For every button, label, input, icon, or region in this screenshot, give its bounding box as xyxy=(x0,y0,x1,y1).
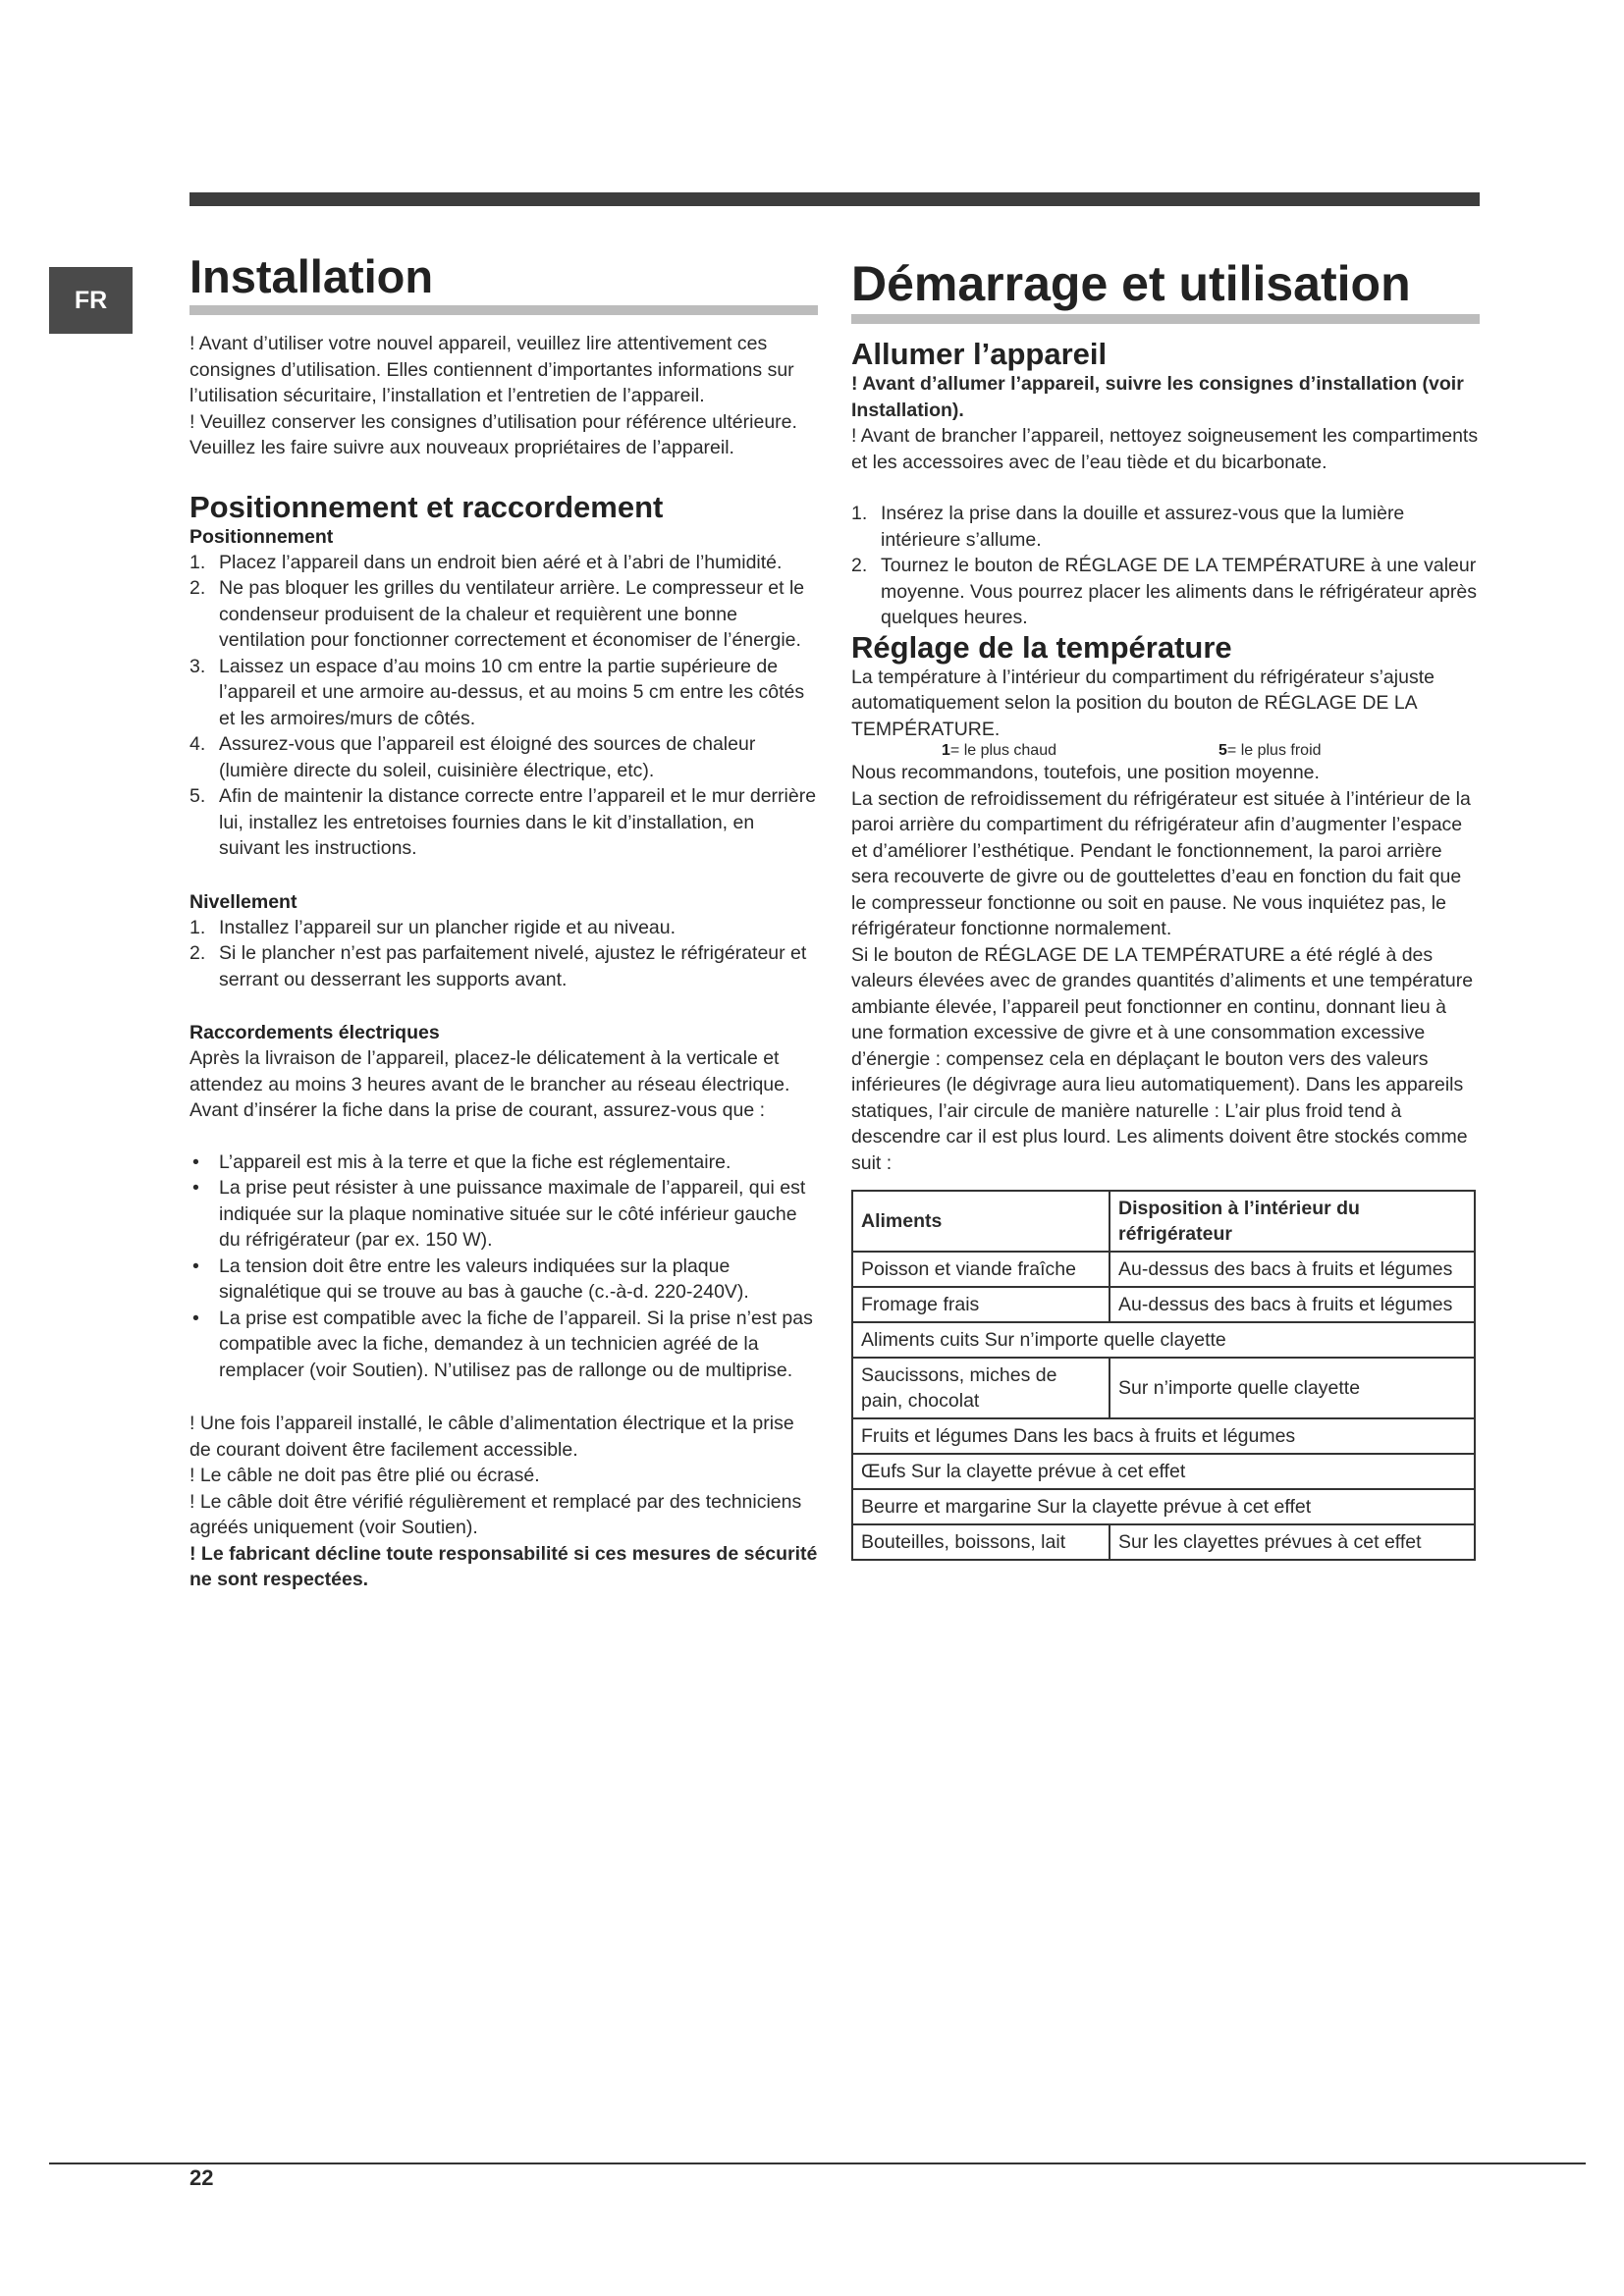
table-row xyxy=(852,1489,1475,1524)
positioning-subtitle: Positionnement xyxy=(189,525,334,548)
temperature-paragraph: La température à l’intérieur du compartiment du réfrigérateur s’ajuste automatiquement selon la position du bouton de RÉGLAGE DE LA TEMPÉRATURE. xyxy=(851,666,1435,740)
table-cell: Fromage frais xyxy=(852,1287,1110,1322)
table-cell: Aliments cuits Sur n’importe quelle clayette xyxy=(852,1322,1475,1358)
title-rule xyxy=(851,314,1480,324)
warning: ! Une fois l’appareil installé, le câble d’alimentation électrique et la prise de courant doivent être facilement accessible. xyxy=(189,1413,794,1461)
startup-column xyxy=(851,236,1480,1561)
bullet-item: • La prise peut résister à une puissance maximale de l’appareil, qui est indiquée sur la plaque nominative située sur le côté inférieur gauche du réfrigérateur (par ex. 150 W). xyxy=(189,1175,818,1254)
table-row xyxy=(852,1287,1475,1322)
language-tab: FR xyxy=(49,267,133,334)
installation-title: Installation xyxy=(189,250,434,302)
switch-on-warning: ! Avant d’allumer l’appareil, suivre les consignes d’installation (voir Installation). xyxy=(851,373,1464,421)
table-cell: Sur n’importe quelle clayette xyxy=(1110,1358,1475,1418)
top-bar xyxy=(189,192,1480,206)
table-header-row xyxy=(852,1191,1475,1252)
list-item: 2. Ne pas bloquer les grilles du ventilateur arrière. Le compresseur et le condenseur produisent de la chaleur et requièrent une bonne ventilation pour fonctionner correctement et économiser de l’énergie. xyxy=(189,577,805,651)
list-item: 1. Installez l’appareil sur un plancher rigide et au niveau. xyxy=(189,916,677,938)
electrical-intro: Après la livraison de l’appareil, placez-le délicatement à la verticale et attendez au moins 3 heures avant de le brancher au réseau électrique. Avant d’insérer la fiche dans la prise de courant, assurez-vous que : xyxy=(189,1047,790,1121)
intro-paragraph: Veuillez les faire suivre aux nouveaux propriétaires de l’appareil. xyxy=(189,437,734,458)
table-row xyxy=(852,1454,1475,1489)
list-item: 1. Placez l’appareil dans un endroit bien aéré et à l’abri de l’humidité. xyxy=(189,551,783,573)
table-cell: Poisson et viande fraîche xyxy=(852,1252,1110,1287)
title-rule xyxy=(189,305,818,315)
list-item: 5. Afin de maintenir la distance correcte entre l’appareil et le mur derrière lui, installez les entretoises fournies dans le kit d’installation, en suivant les instructions. xyxy=(189,785,817,859)
positioning-list xyxy=(189,550,818,862)
warnings xyxy=(189,1411,818,1593)
table-row xyxy=(852,1252,1475,1287)
temperature-paragraph: Si le bouton de RÉGLAGE DE LA TEMPÉRATURE a été réglé à des valeurs élevées avec de grandes quantités d’aliments et une température ambiante élevée, l’appareil peut fonctionner en continu, donnant lieu à une formation excessive de givre et à une consommation excessive d’énergie : compensez cela en déplaçant le bouton vers des valeurs inférieures (le dégivrage aura lieu automatiquement). Dans les appareils statiques, l’air circule de manière naturelle : L’air plus froid tend à descendre car il est plus lourd. Les aliments doivent être stockés comme suit : xyxy=(851,943,1474,1174)
bullet-item: • L’appareil est mis à la terre et que la fiche est réglementaire. xyxy=(189,1149,818,1176)
page-number: 22 xyxy=(189,2165,214,2190)
warning: ! Le câble doit être vérifié régulièrement et remplacé par des techniciens agréés uniquement (voir Soutien). xyxy=(189,1490,802,1538)
switch-on-list xyxy=(851,501,1480,631)
list-item: 4. Assurez-vous que l’appareil est éloigné des sources de chaleur (lumière directe du soleil, cuisinière électrique, etc). xyxy=(189,733,756,781)
bullet-item: • La tension doit être entre les valeurs indiquées sur la plaque signalétique qui se trouve au bas à gauche (c.-à-d. 220-240V). xyxy=(189,1254,818,1306)
list-item: 2. Si le plancher n’est pas parfaitement nivelé, ajustez le réfrigérateur et serrant ou desserrant les supports avant. xyxy=(189,942,807,990)
table-row xyxy=(852,1524,1475,1560)
temperature-paragraph: La section de refroidissement du réfrigérateur est située à l’intérieur de la paroi arrière du compartiment du réfrigérateur afin d’augmenter l’espace et d’améliorer l’esthétique. Pendant le fonctionnement, la paroi arrière sera recouverte de givre ou de gouttelettes d’eau en fonction du fait que le compresseur fonctionne ou soit en pause. Ne vous inquiétez pas, le réfrigérateur fonctionne normalement. xyxy=(851,787,1471,939)
startup-title: Démarrage et utilisation xyxy=(851,256,1411,311)
table-row xyxy=(852,1358,1475,1418)
table-cell: Au-dessus des bacs à fruits et légumes xyxy=(1110,1252,1475,1287)
list-item: 1. Insérez la prise dans la douille et assurez-vous que la lumière intérieure s’allume. xyxy=(851,503,1405,551)
bullet-item: • La prise est compatible avec la fiche de l’appareil. Si la prise n’est pas compatible avec la fiche, demandez à un technicien agréé de la remplacer (voir Soutien). N’utilisez pas de rallonge ou de multiprise. xyxy=(189,1306,818,1384)
intro-paragraph: ! Veuillez conserver les consignes d’utilisation pour référence ultérieure. xyxy=(189,410,797,433)
table-cell: Fruits et légumes Dans les bacs à fruits et légumes xyxy=(852,1418,1475,1454)
temperature-title: Réglage de la température xyxy=(851,629,1232,665)
intro-paragraph: ! Avant d’utiliser votre nouvel appareil, veuillez lire attentivement ces consignes d’utilisation. Elles contiennent d’importantes informations sur l’utilisation sécuritaire, l’installation et l’entretien de l’appareil. xyxy=(189,333,794,406)
table-cell: Œufs Sur la clayette prévue à cet effet xyxy=(852,1454,1475,1489)
leveling-list xyxy=(189,915,818,993)
temperature-scale xyxy=(851,742,1480,760)
electrical-subtitle: Raccordements électriques xyxy=(189,1022,440,1043)
list-item: 3. Laissez un espace d’au moins 10 cm entre la partie supérieure de l’appareil et une armoire au-dessus, et au moins 5 cm entre les côtés et les armoires/murs de côtés. xyxy=(189,655,805,729)
table-cell: Bouteilles, boissons, lait xyxy=(852,1524,1110,1560)
table-cell: Beurre et margarine Sur la clayette prévue à cet effet xyxy=(852,1489,1475,1524)
positioning-title: Positionnement et raccordement xyxy=(189,489,664,524)
table-cell: Saucissons, miches de pain, chocolat xyxy=(852,1358,1110,1418)
intro xyxy=(189,331,818,461)
table-header: Aliments xyxy=(852,1191,1110,1252)
scale-hot: 1= le plus chaud xyxy=(942,742,1056,759)
table-cell: Sur les clayettes prévues à cet effet xyxy=(1110,1524,1475,1560)
table-row xyxy=(852,1322,1475,1358)
warning: ! Le câble ne doit pas être plié ou écrasé. xyxy=(189,1465,540,1486)
warning-bold: ! Le fabricant décline toute responsabilité si ces mesures de sécurité ne sont respectées. xyxy=(189,1542,818,1590)
installation-column xyxy=(189,236,818,1593)
leveling-subtitle: Nivellement xyxy=(189,890,298,913)
list-item: 2. Tournez le bouton de RÉGLAGE DE LA TEMPÉRATURE à une valeur moyenne. Vous pourrez placer les aliments dans le réfrigérateur après quelques heures. xyxy=(851,555,1477,628)
scale-cold: 5= le plus froid xyxy=(1218,742,1322,759)
footer-rule xyxy=(49,2163,1586,2164)
switch-on-title: Allumer l’appareil xyxy=(851,337,1108,371)
table-header: Disposition à l’intérieur du réfrigérateur xyxy=(1110,1191,1475,1252)
electrical-bullets xyxy=(189,1149,818,1384)
temperature-paragraph: Nous recommandons, toutefois, une position moyenne. xyxy=(851,762,1320,783)
table-cell: Au-dessus des bacs à fruits et légumes xyxy=(1110,1287,1475,1322)
switch-on-text: ! Avant de brancher l’appareil, nettoyez soigneusement les compartiments et les accessoires avec de l’eau tiède et du bicarbonate. xyxy=(851,425,1479,473)
table-row xyxy=(852,1418,1475,1454)
food-storage-table xyxy=(851,1190,1476,1561)
